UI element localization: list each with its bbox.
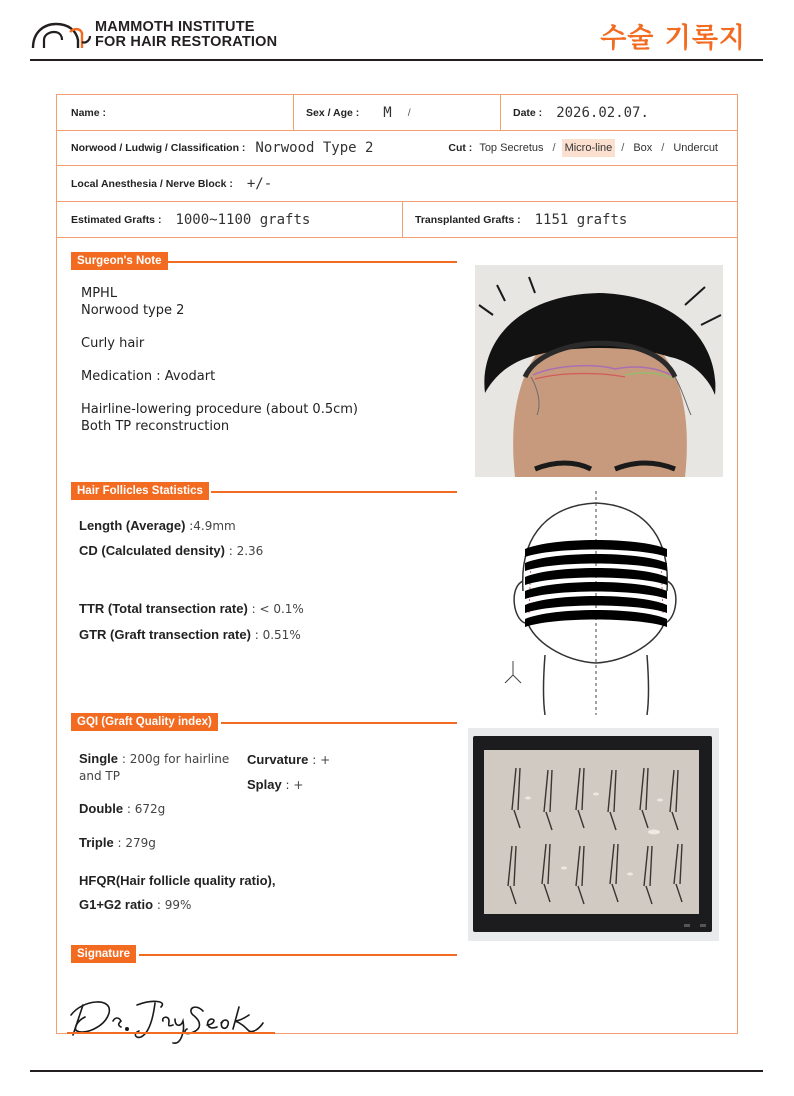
cd-label: CD (Calculated density) [79,543,225,558]
triple-label: Triple [79,835,114,850]
note-line: Curly hair [81,336,145,351]
gqi-double [79,801,165,816]
note-line: Medication : Avodart [81,369,216,384]
length-value: :4.9mm [185,519,236,533]
stat-ttr [79,601,304,616]
date-value: 2026.02.07. [556,104,649,121]
splay-value: : + [281,778,304,792]
gqi-hfqr [79,873,275,888]
gqi-single [79,751,229,766]
gqi-splay [247,777,303,792]
stat-length [79,518,236,533]
triple-value: : 279g [113,836,156,850]
anesthesia-label: Local Anesthesia / Nerve Block : [71,177,233,190]
gqi-curvature [247,752,330,767]
estimated-grafts-field[interactable] [71,202,310,237]
classification-label: Norwood / Ludwig / Classification : [71,142,246,154]
single-value: : 200g for hairline [118,752,230,766]
section-rule [167,261,457,263]
classification-value: Norwood Type 2 [255,140,374,156]
gqi-triple [79,835,156,850]
cut-separator: / [621,142,625,154]
gqi-header [71,713,457,731]
cut-option-box[interactable]: Box [633,142,653,154]
double-value: : 672g [123,802,166,816]
length-label: Length (Average) [79,518,186,533]
anesthesia-value: +/- [246,175,273,192]
surgeons-note-header [71,252,457,270]
name-label: Name : [71,106,107,119]
header-divider [30,59,763,61]
signature-handwriting [63,991,277,1047]
row-grafts [57,202,737,238]
cut-separator: / [661,142,665,154]
gtr-value: : 0.51% [250,628,301,642]
curvature-label: Curvature [247,752,309,767]
cut-option-micro-line[interactable]: Micro-line [562,139,616,157]
follicle-stats-header [71,482,457,500]
g1g2-value: : 99% [153,898,192,912]
signature-title: Signature [71,945,136,963]
divider [500,95,501,130]
signature-header [71,945,457,963]
patient-hairline-photo [475,265,723,477]
section-rule [211,491,457,493]
anesthesia-field[interactable] [71,166,272,201]
double-label: Double [79,801,124,816]
divider [402,202,403,237]
stat-gtr [79,627,301,642]
hfqr-label: HFQR(Hair follicle quality ratio), [79,873,276,888]
sex-age-label: Sex / Age : [306,106,360,119]
cut-separator: / [552,142,556,154]
graft-microscope-photo [468,728,719,941]
cd-value: : 2.36 [224,544,264,558]
follicle-stats-title: Hair Follicles Statistics [71,482,209,500]
name-field[interactable] [71,95,120,130]
brand-line-2: FOR HAIR RESTORATION [95,34,278,50]
ttr-label: TTR (Total transection rate) [79,601,248,616]
cut-label: Cut : [448,142,473,154]
section-rule [139,954,457,956]
cut-option-top-secretus[interactable]: Top Secretus [479,142,544,154]
estimated-grafts-label: Estimated Grafts : [71,213,162,226]
note-line: Hairline-lowering procedure (about 0.5cm) [81,402,358,417]
note-line: Norwood type 2 [81,303,185,318]
transplanted-grafts-label: Transplanted Grafts : [415,213,521,226]
cut-selector [448,131,721,165]
ttr-value: : < 0.1% [247,602,304,616]
surgeons-note-text [81,285,358,435]
date-label: Date : [513,106,543,119]
gqi-single-cont [79,768,120,783]
age-separator: / [407,106,411,119]
surgery-record-form [56,94,738,1034]
date-field[interactable] [513,95,649,130]
document-title: 수술 기록지 [600,23,746,54]
single-label: Single [79,751,119,766]
note-line: MPHL [81,286,118,301]
brand-name [95,20,277,50]
g1g2-label: G1+G2 ratio [79,897,154,912]
transplanted-grafts-field[interactable] [415,202,627,237]
sex-value: M [383,104,392,121]
surgeons-note-title: Surgeon's Note [71,252,168,270]
note-line: Both TP reconstruction [81,419,230,434]
row-anesthesia [57,166,737,202]
row-name-sex-date [57,95,737,131]
stat-cd [79,543,263,558]
signature-line [67,1032,275,1034]
gtr-label: GTR (Graft transection rate) [79,627,251,642]
section-rule [221,722,457,724]
sex-age-field[interactable] [306,95,425,130]
row-classification-cut [57,131,737,166]
curvature-value: : + [308,753,331,767]
donor-area-head-diagram [503,491,703,715]
splay-label: Splay [247,777,282,792]
single-value-cont: and TP [79,769,120,783]
classification-field[interactable] [71,131,373,165]
transplanted-grafts-value: 1151 grafts [534,211,628,228]
cut-option-undercut[interactable]: Undercut [673,142,718,154]
divider [293,95,294,130]
gqi-g1g2 [79,897,191,912]
gqi-title: GQI (Graft Quality index) [71,713,218,731]
estimated-grafts-value: 1000~1100 grafts [175,211,311,228]
footer-divider [30,1070,763,1072]
brand-line-1: MAMMOTH INSTITUTE [95,19,255,35]
